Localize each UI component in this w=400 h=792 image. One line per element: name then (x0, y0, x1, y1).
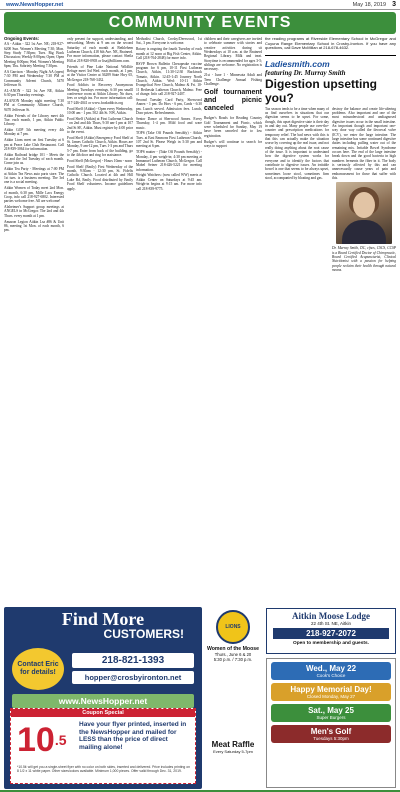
special-sub: Super Burgers (316, 715, 346, 720)
lodge-name: Aitkin Moose Lodge (291, 611, 370, 621)
event-item: Methodist Church, Crosby/Deerwood, 1st Sat., 3 pm. Everyone is welcome. (136, 37, 202, 46)
event-item: AA Garrison - Monday Night AA (open) 7:30 PM and Wednesday 7:30 PM at Community Advent Church, 5470 Jefferson St. (4, 69, 64, 87)
event-title: Women of the Moose (206, 646, 260, 652)
ad-headline: Find More (61, 609, 145, 629)
column-body (265, 107, 396, 273)
ad-subheadline: CUSTOMERS! (103, 627, 184, 641)
coupon-title: Coupon Special (11, 709, 195, 717)
photo-face (353, 192, 375, 218)
event-item: Friends of Pine Lake National Wildlife Refuge meet 3rd Wed. each month, at 1 pm, at the Visitor Center at 36289 State Hwy 65, McGregor 218-768-3432. (67, 64, 133, 82)
lodge-address: 22 4th St. NE, Aitkin (310, 621, 352, 626)
section-banner (4, 12, 396, 34)
article-continuation: the reading programs at Riverside Elementary School in McGregor and Cuyuna Range Elementary School in Crosby-Ironton. If you have any questions, call Dave McMillan at 218-678-4632. (265, 36, 396, 50)
event-item: TOPS (Take Off Pounds Sensibly) - Aitkin Tues. at East Emmons First Lutheran Church, 107 2nd St. Please Weigh in 5:30 pm and meeting at 6 pm. (136, 131, 202, 149)
column-text-a: Tax season tends to be a time when many of us find ourselves in situations that our digestion seems to be upset. For some, though, this upset digestive state is their day in and day out. Many people use over-the-counter and prescription medications for temporary relief. The bad news with this is that this can actually make the situation worse by covering up the real issue, and not really doing anything about the root cause of the issue. It is important to understand how the digestive system works for everyone and to identify the factors that contribute to digestive issues. An irritable bowel is one that seems to be always upset, sometimes loose stool, sometimes firm stool, accompanied by bloating and gas. (265, 106, 329, 180)
event-item: Food Shelf (McGregor) - Hours 10am - noon (67, 158, 132, 163)
page-header (0, 0, 400, 10)
section-title: COMMUNITY EVENTS (108, 14, 292, 31)
event-item: Food Addicts in Recovery Anonymous Meeting Tuesdays evenings, 6:30 pm smalll conference room at Aitkin Library. No dues, fees or weigh ins. For more information call: 317-246-4041 or www.foodaddicts.org (67, 83, 133, 105)
special-title: Men's Golf (310, 727, 352, 736)
column-byline: featuring Dr. Murray Smith (265, 68, 346, 77)
event-dates: Thurs., June 6 & 20 (214, 652, 252, 657)
event-item: 21st - June 1 - Minnesota Adult and Teen Challenge Annual Fishing Challenge. (204, 73, 262, 86)
special-title: Sat., May 25 (308, 706, 354, 715)
event-item: Aitkin Women of Today meet 2nd Mon. of month, 6:30 pm, Mille Lacs Energy Coop, info call 218-927-6802. Interested parties welcome free. All are welcome! (4, 186, 64, 204)
ad-contact-block (72, 653, 194, 684)
event-item: Aitkin GOP 5th meeting every 4th Monday at 7 pm. (4, 128, 64, 137)
column-right-stack (332, 107, 396, 273)
event-item: AA - Aitkin - 322 1st Ave. NE; 218-927-6200 Sun. Women's Meeting 7:30; Mon. Step Study 7:30pm; Tues. Big Book Discussion; Weekly 8:00pm; Open; Open Meeting 8:00pm; Wed. Women's Meeting 6pm; Thu. Sobriety Meeting 7:30pm. (4, 42, 64, 69)
author-bio: Dr. Murray Smith, DC, cfncs, CSCS, CCSP is a Board Certified Doctor of Chiropractic, Board Certified Acupuncturist, Clinical Nutritionist with a passion for helping people reclaim their health through natural means. (332, 246, 396, 273)
special-item (271, 704, 391, 722)
column-url[interactable]: Ladiesmith.com (265, 58, 330, 69)
meat-raffle-box (204, 740, 262, 788)
lodge-note: Open to membership and guests. (293, 641, 369, 646)
site-url[interactable]: www.NewsHopper.net (6, 2, 64, 8)
events-column-4 (204, 37, 262, 150)
issue-date: May 18, 2019 (352, 2, 386, 8)
coupon-price (17, 723, 67, 757)
special-sub: Closed Monday, May 27 (306, 694, 356, 699)
contact-burst: Contact Eric for details! (12, 648, 64, 690)
column-heading: Ongoing Events: (4, 36, 40, 41)
event-time: 5:30 p.m. / 7:30 p.m. (213, 657, 253, 662)
events-column-1 (4, 37, 64, 234)
event-item: only present for support, understanding, and networking. Meets at 9 am on the second Saturday of each month at Bethlehem Lutheran Church, 418 6th Ave. NE, Brainerd. For more information, please contact Sheila Hill at 218-820-0903 or lisa@hillfarm.com. (67, 37, 133, 63)
photo-body (342, 220, 386, 244)
event-item: Rotary is ongoing the fourth Tuesday of each month at 12 noon at Big Fish Center, Aitkin. Call (218-764-2848) for more info. (136, 47, 202, 60)
event-item: Aitkin Tea Party - Meetings at 7:00 PM at Aitkin Tea News auto parts store. The 1st tues. is a business meeting. The 3rd one is a social meeting. (4, 167, 64, 185)
coupon-fine-print: *10.5¢ will get you a single-sheet flyer with no color on both sides, inserted and delivered. Price includes printing on 8 1/2 x 11 white paper. Other sizes/colors available. Minimum 1,000 pieces. Offer valid through Dec. 31, 2019. (17, 765, 191, 773)
event-item: Senior Dance at Sherwood Annex. Every Thursday, 1-4 pm. Mild food and ware music. (136, 116, 202, 130)
special-sub: Tuesdays 5:30pm (313, 736, 349, 741)
coupon-price-cents: .5 (54, 732, 67, 748)
event-item: Aitkin Railroad bridge 101 - Meets the 1st and the 3rd Tuesday of each month. Come join us. (4, 152, 64, 166)
raffle-time: Every Saturday 5-7pm (213, 749, 253, 754)
event-item: AL-ANON - 322 1st Ave NE, Aitkin 6:30 pm Thursday evenings. (4, 88, 64, 98)
special-title: Happy Memorial Day! (290, 685, 372, 694)
event-item: Second Tuesday Card Party, Sherwood Annex - 1 pm. Do Hors - 6 pm, Cards - 6:30 pm. Lunch served. Admission fees. Lunch, Door prizes. Refreshments. (136, 97, 202, 115)
article-heading: Golf tournament and picnic canceled (204, 89, 262, 113)
events-column-3 (136, 37, 202, 192)
event-item: Alzheimer's Support group meetings at ANGELS in McGregor. The 2nd and 4th Thurs. every month at 1 pm. (4, 205, 64, 218)
page-number: 3 (392, 1, 396, 8)
event-item: ALANON Monday night meeting 7:30 PM at Community Alliance Church, 9470 Jefferson St. (4, 98, 64, 112)
special-item (271, 662, 391, 680)
coupon (10, 708, 196, 784)
article-body: Rudger's will continue to search for ways to support (204, 139, 262, 148)
coupon-price-whole: 10 (17, 721, 55, 759)
moose-lodge-ad (266, 608, 396, 654)
coupon-offer: Have your flyer printed, inserted in the NewsHopper and mailed for LESS than the price of direct mailing alone! (79, 721, 187, 751)
event-item: Food Shelf (Aitkin) - Open every Wednesday, 10:00 am - 1 pm. 502 4th St. NW, Aitkin. (67, 106, 133, 115)
event-item: TOPS mutter - (Take Off Pounds Sensibly) - Monday, 4 pm weigh-in; 4:30 pm meeting at Immanuel Lutheran Church, McGregor. Call Mabel Seiner 218-426-5221 for meeting information. (136, 150, 202, 172)
special-item (271, 725, 391, 743)
event-item: Amazon Legion Aitkin Lsa #86 & Unit 86, meeting 1st Mon. of each month, 6 pm. (4, 219, 64, 233)
health-column (265, 37, 396, 272)
column-text-b: destroy the balance and create life-altering problems. Also important and one of the most misunderstood and undiagnosed digestive issues occur in the small intestine. An important though and important one-way door way called the ileocecal valve (ICV), we enter the large intestine. The large intestine has some continued digestive duties including pulling water out of the remaining mix. Irritable Bowel Syndrome occurs here. The end of the large intestine break down and the good bacteria in high numbers ferments the fiber in it. The body is seriously affected by this and can unnecessarily cause years of pain and embarrassment for those that suffer with this. (332, 106, 396, 180)
ad-website[interactable]: www.NewsHopper.net (12, 694, 194, 708)
author-photo (336, 182, 392, 244)
article-body: Rudger's Roads for Reading Country Golf Tournament and Picnic, which were scheduled for Sunday, May 19 have been canceled due to low registration. (204, 116, 262, 138)
event-item: Weight Watchers: (now called WW) meets at Aitkin Center on Saturdays at 9:45 am. Weigh-in begins at 9:15 am. For more info call 218-839-9775. (136, 173, 202, 191)
special-item (271, 683, 391, 701)
event-item: Food Shelf (Emily) First Wednesday of the month, 9:30am - 12:30 pm, St. Fidelis Catholic Church. Located at 4th and Hill Lake Rd, Emily. Food distributed by Emily Food Shelf volunteers. Income guidelines apply. (67, 164, 133, 191)
event-item: children and their caregivers are invited to celebrate summer with stories and creative activities during sit Wednesdays at 10 a.m. at the Brainerd Regional Library. Milk and treat. Storytime is recommended for ages 3-5; siblings are welcome. No registration is necessary. (204, 37, 262, 72)
event-item: Aitkin Lions meet on first Tuesday at 6 pm at Peace Lake Club Restaurant. Call 218-839-3064 for information. (4, 138, 64, 151)
raffle-title: Meat Raffle (211, 740, 255, 749)
divider (265, 55, 396, 56)
special-title: Wed., May 22 (305, 664, 357, 673)
event-item: RSVP Brown Bulletin Chesapeake vaccine program for 6 pm, 10-11 First Lutheran Church, Aitkin, 11:30-12:30 Backtrack Tomato, Aitkin. 12:45-1:45 Journey North Church, Aitkin. Wed: 10-11 Aitkin Evangelical Free Church, Malmo & Fri. 10-11 Bethesda Lutheran Church, Malmo. Free of charge. Info call 218-927-2407. (136, 61, 202, 97)
lodge-specials (266, 658, 396, 788)
ad-phone[interactable]: 218-821-1393 (72, 653, 194, 668)
lodge-phone[interactable]: 218-927-2072 (273, 628, 389, 639)
ad-email[interactable]: hopper@crosbyironton.net (72, 671, 194, 684)
column-headline: Digestion upsetting you? (265, 76, 377, 105)
event-item: Food Shelf (Aitkin) Emergency Food Shelf at St. James Catholic Church, Aitkin. Hours are Monday, 9 am-12 pm, Tues 1-3 pm and Thurs 5-7 pm. Enter from back of the building, go to the 4th door and ring for assistance. (67, 135, 133, 158)
special-sub: Cook's Choice (316, 673, 346, 678)
newshopper-advert (4, 607, 202, 789)
moose-logo-icon: LIONS (216, 610, 250, 644)
event-item: Aitkin Friends of the Library meet 4th Tue. each month, 1 pm, Aitkin Public Library. (4, 113, 64, 127)
event-item: Food Shelf (Aitkin) at First Lutheran Church - on 2nd and 4th Thurs, 9:30 am-1 pm at 107 2nd St SE, Aitkin. Must register by 4:00 prior to the event. (67, 116, 133, 134)
events-column-2 (67, 37, 133, 192)
